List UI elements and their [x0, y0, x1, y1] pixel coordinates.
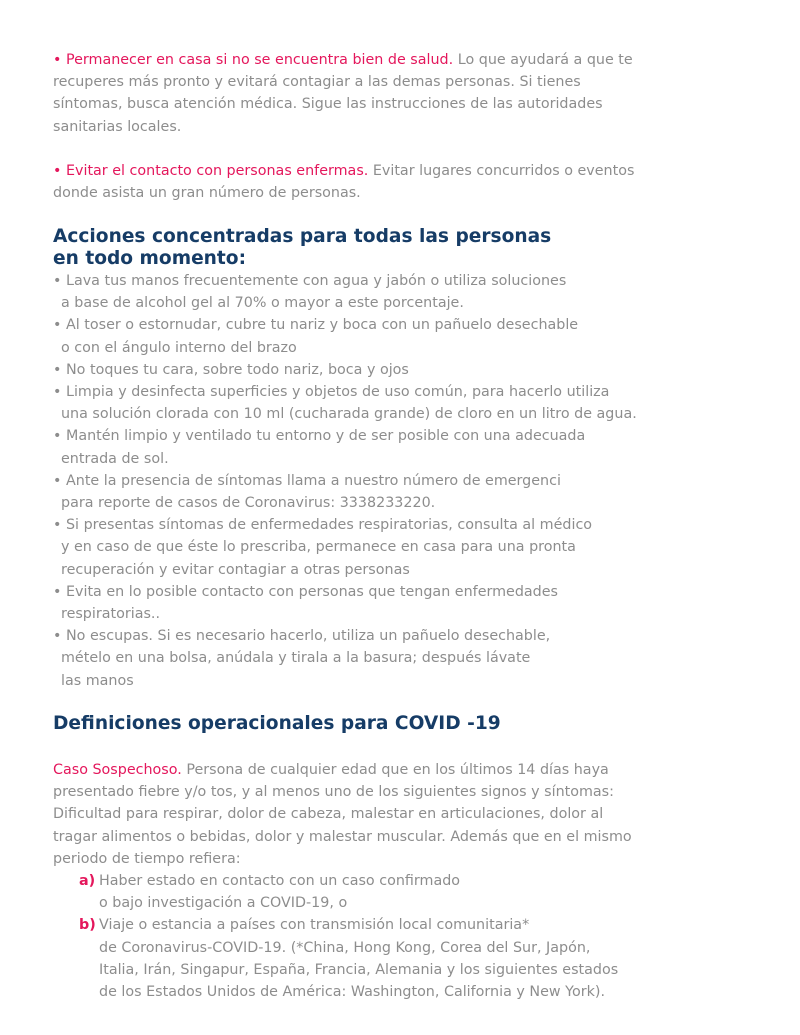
list-item: • Al toser o estornudar, cubre tu nariz y boca con un pañuelo desechable [53, 317, 579, 334]
list-item-continuation: entrada de sol. [61, 450, 169, 467]
text-line: Dificultad para respirar, dolor de cabeza, malestar en articulaciones, dolor al [53, 806, 604, 823]
heading-line: Acciones concentradas para todas las personas [53, 226, 552, 247]
list-item-continuation: las manos [61, 672, 134, 689]
list-item-continuation: mételo en una bolsa, anúdala y tirala a la basura; después lávate [61, 650, 531, 667]
list-item-continuation: o con el ángulo interno del brazo [61, 339, 297, 356]
intro-paragraph-contact [53, 160, 773, 204]
text-line: tragar alimentos o bebidas, dolor y malestar muscular. Además que en el mismo [53, 828, 632, 845]
criteria-item-a [79, 870, 779, 892]
intro-rest-contact: Evitar lugares concurridos o eventos [368, 163, 635, 179]
acciones-heading [53, 226, 773, 270]
list-item-continuation: recuperación y evitar contagiar a otras personas [61, 561, 410, 578]
criteria-marker-a: a) [79, 873, 96, 889]
text-line [53, 49, 773, 71]
criteria-text: Viaje o estancia a países con transmisión local comunitaria* [99, 917, 530, 934]
text-line [53, 759, 773, 781]
list-item: • Evita en lo posible contacto con personas que tengan enfermedades [53, 583, 558, 600]
acciones-list [53, 270, 773, 692]
criteria-continuation: de los Estados Unidos de América: Washington, California y New York). [99, 984, 605, 1001]
caso-sospechoso-paragraph [53, 759, 773, 870]
list-item: • No toques tu cara, sobre todo nariz, boca y ojos [53, 361, 409, 378]
text-line: donde asista un gran número de personas. [53, 185, 361, 202]
text-line [53, 160, 773, 182]
intro-lead-home: • Permanecer en casa si no se encuentra bien de salud. [53, 52, 454, 68]
list-item-continuation: para reporte de casos de Coronavirus: 3338233220. [61, 495, 436, 512]
intro-paragraph-home [53, 49, 773, 138]
text-line: sanitarias locales. [53, 118, 182, 135]
text-line: periodo de tiempo refiera: [53, 850, 241, 867]
caso-sospechoso-lead: Caso Sospechoso. [53, 762, 182, 778]
heading-line: en todo momento: [53, 248, 247, 269]
list-item-continuation: y en caso de que éste lo prescriba, permanece en casa para una pronta [61, 539, 576, 556]
criteria-continuation: Italia, Irán, Singapur, España, Francia, Alemania y los siguientes estados [99, 961, 619, 978]
list-item: • No escupas. Si es necesario hacerlo, utiliza un pañuelo desechable, [53, 628, 551, 645]
criteria-continuation: o bajo investigación a COVID-19, o [99, 895, 348, 912]
list-item: • Limpia y desinfecta superficies y objetos de uso común, para hacerlo utiliza [53, 384, 610, 401]
list-item-continuation: una solución clorada con 10 ml (cucharada grande) de cloro en un litro de agua. [61, 406, 637, 423]
criteria-text: Haber estado en contacto con un caso confirmado [99, 873, 461, 889]
intro-rest-home: Lo que ayudará a que te [453, 52, 633, 68]
list-item: • Mantén limpio y ventilado tu entorno y de ser posible con una adecuada [53, 428, 586, 445]
text-line: síntomas, busca atención médica. Sigue las instrucciones de las autoridades [53, 96, 603, 113]
list-item: • Lava tus manos frecuentemente con agua y jabón o utiliza soluciones [53, 273, 567, 289]
list-item-continuation: respiratorias.. [61, 606, 160, 623]
list-item: • Ante la presencia de síntomas llama a nuestro número de emergenci [53, 472, 561, 489]
intro-lead-contact: • Evitar el contacto con personas enfermas. [53, 163, 369, 179]
list-item: • Si presentas síntomas de enfermedades respiratorias, consulta al médico [53, 517, 593, 534]
text-line: presentado fiebre y/o tos, y al menos uno de los siguientes signos y síntomas: [53, 784, 614, 801]
criteria-list [79, 870, 779, 1003]
list-item-continuation: a base de alcohol gel al 70% o mayor a este porcentaje. [61, 295, 464, 312]
caso-sospechoso-rest: Persona de cualquier edad que en los últimos 14 días haya [181, 762, 609, 778]
criteria-marker-b: b) [79, 917, 96, 934]
definiciones-heading [53, 713, 773, 735]
criteria-continuation: de Coronavirus-COVID-19. (*China, Hong Kong, Corea del Sur, Japón, [99, 939, 591, 956]
heading-line: Definiciones operacionales para COVID -19 [53, 713, 501, 734]
text-line: recuperes más pronto y evitará contagiar a las demas personas. Si tienes [53, 74, 581, 91]
criteria-item-b [79, 914, 779, 936]
